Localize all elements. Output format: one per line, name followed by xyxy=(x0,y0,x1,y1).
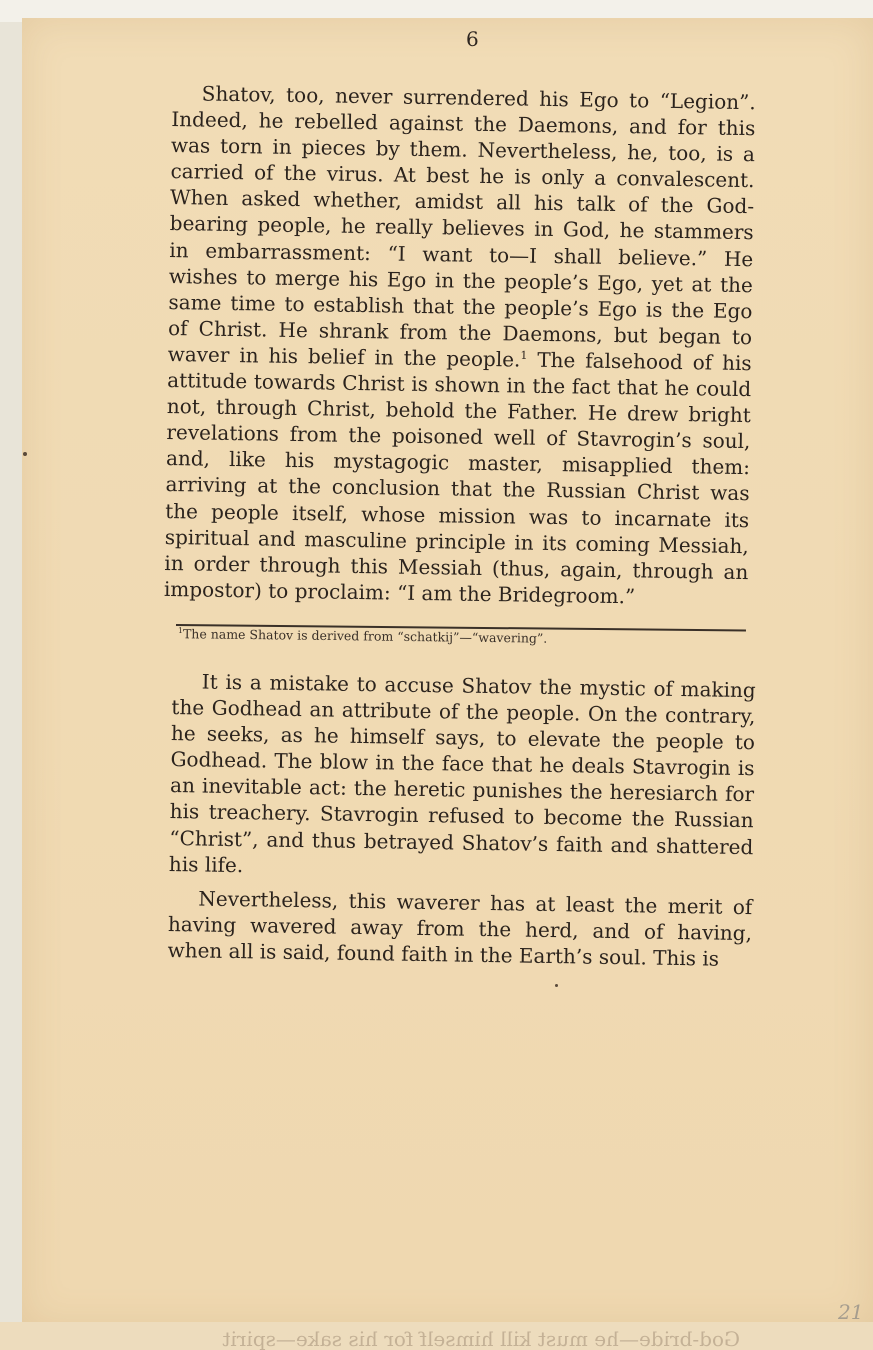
page-number: 6 xyxy=(466,27,479,51)
main-text-bottom xyxy=(167,668,756,972)
footnote-reference: 1 xyxy=(520,348,528,362)
paragraph-mistake: It is a mistake to accuse Shatov the mystic of making the Godhead an attribute of the people. On the contrary, he seeks, as he himself says, to elevate the people to Godhead. The blow in the face that he deals Stavrogin is an inevitable act: the heretic punishes the heresiarch for his treachery. Stavrogin refused to become the Russian “Christ”, and thus betrayed Shatov’s faith and shattered his life. xyxy=(168,669,756,877)
paragraph-shatov-ego: Shatov, too, never surrendered his Ego to “Legion”. Indeed, he rebelled against the Daemons, and for this was torn in pieces by them. Nevertheless, he, too, is a carried of the virus. At best he is only a convalescent. When asked whether, amidst all his talk of the God-bearing people, he really believes in God, he stammers in embarrassment: “I want to—I shall believe.” He wishes to merge his Ego in the people’s Ego, yet at the same time to establish that the people’s Ego is the Ego of Christ. He shrank from the Daemons, but began to waver in his belief in the people.$^1$ The falsehood of his attitude towards Christ is shown in the fact that he could not, through Christ, behold the Father. He drew bright revelations from the poisoned well of Stavrogin’s soul, and, like his mystagogic master, misapplied them: arriving at the conclusion that the Russian Christ was the people itself, whose mission was to incarnate its spiritual and masculine principle in its coming Messiah, in order through this Messiah (thus, again, through an impostor) to proclaim: “I am the Bridegroom.” xyxy=(163,81,756,609)
pencil-page-note: 21 xyxy=(838,1300,864,1324)
footnote-text: The name Shatov is derived from “schatkij”—“wavering”. xyxy=(182,626,548,646)
footnote-marker: 1 xyxy=(177,626,184,636)
paper-speck xyxy=(23,452,27,456)
paper-speck xyxy=(555,984,558,987)
main-text-top xyxy=(164,80,756,611)
paragraph-waverer: Nevertheless, this waverer has at least the merit of having wavered away from the herd, and of having, when all is said, found faith in the Earth’s soul. This is xyxy=(167,886,753,971)
bleed-through-text: God-bride—he must kill himself for his sake—spirit xyxy=(222,1327,740,1350)
